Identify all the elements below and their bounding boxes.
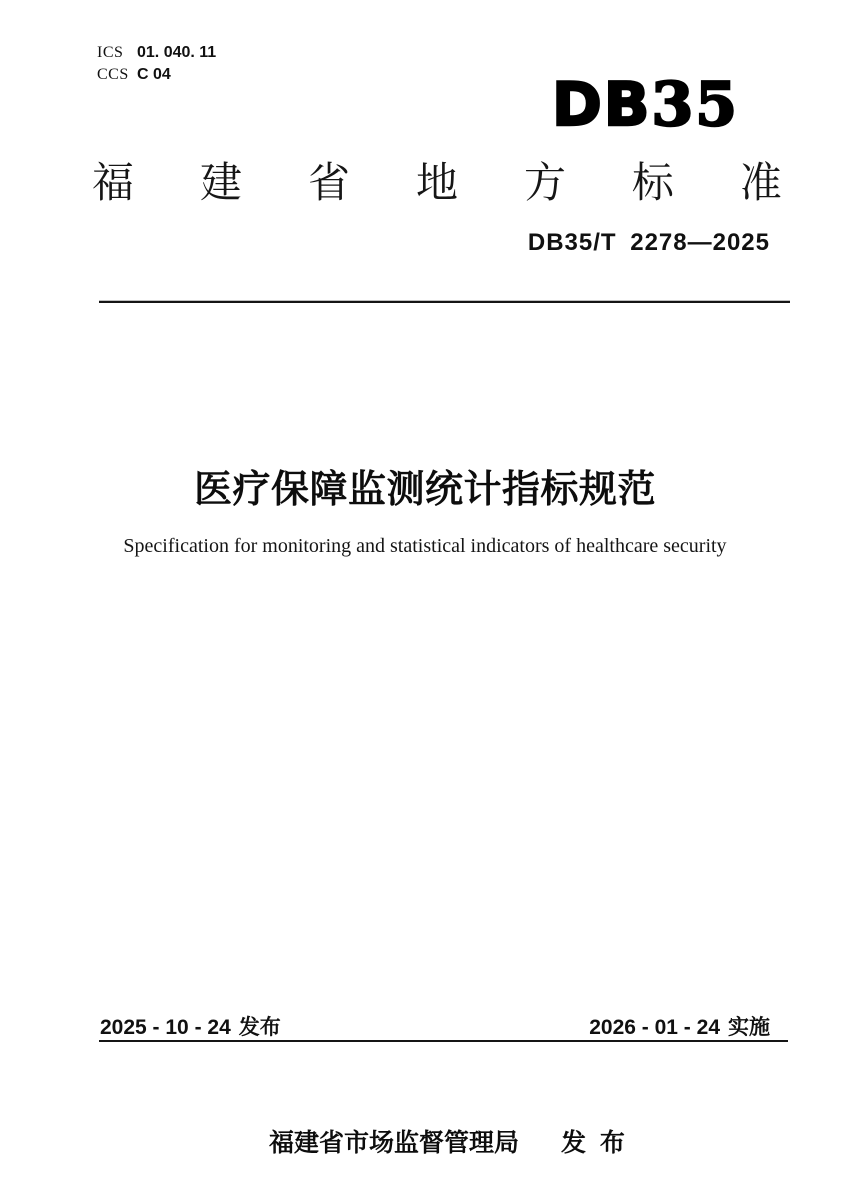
implementation-date-group — [589, 1011, 770, 1041]
publisher-label: 发 布 — [560, 1129, 625, 1157]
footer-rule — [99, 1040, 788, 1042]
issue-label: 发布 — [238, 1016, 281, 1039]
ccs-row — [97, 64, 216, 86]
document-title-chinese: 医疗保障监测统计指标规范 — [193, 469, 656, 511]
standard-number: DB35/T 2278—2025 — [527, 229, 770, 256]
heading-char: 标 — [631, 159, 674, 206]
implementation-date: 2026 - 01 - 24 — [589, 1016, 720, 1039]
implementation-label: 实施 — [728, 1016, 770, 1039]
ccs-label: CCS — [97, 66, 129, 83]
heading-char: 地 — [415, 159, 458, 206]
heading-char: 准 — [739, 159, 782, 206]
publisher-row — [8, 1094, 850, 1188]
dates-row — [100, 1011, 770, 1041]
ics-value: 01. 040. 11 — [137, 44, 217, 61]
db35-logo — [552, 70, 740, 140]
publisher-org: 福建省市场监督管理局 — [268, 1129, 519, 1157]
ccs-value: C 04 — [137, 66, 171, 83]
document-title-english: Specification for monitoring and statistical indicators of healthcare security — [123, 535, 727, 557]
heading-char: 建 — [199, 159, 242, 206]
ics-row — [97, 42, 216, 64]
db35-logo-number: 35 — [651, 70, 740, 140]
province-standard-heading — [92, 161, 782, 205]
classification-block — [97, 42, 216, 86]
header-rule — [99, 300, 790, 303]
db35-logo-prefix: DB — [552, 70, 652, 140]
heading-char: 福 — [92, 159, 135, 206]
issue-date-group — [100, 1011, 281, 1041]
heading-char: 方 — [523, 159, 566, 206]
heading-char: 省 — [307, 159, 350, 206]
ics-label: ICS — [97, 44, 124, 61]
issue-date: 2025 - 10 - 24 — [100, 1016, 231, 1039]
